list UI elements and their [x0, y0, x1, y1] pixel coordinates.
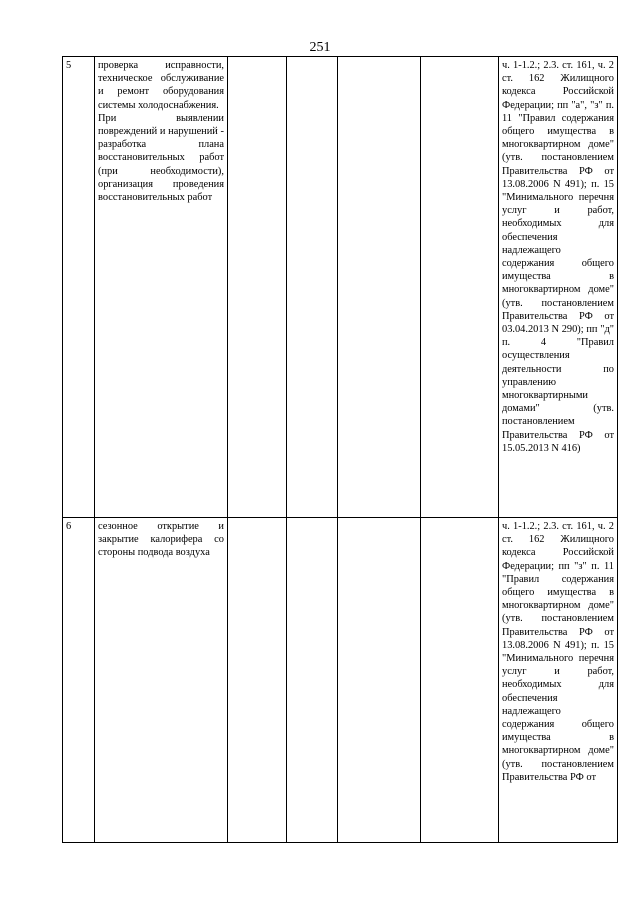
empty-cell — [338, 518, 421, 843]
legal-basis: ч. 1-1.2.; 2.3. ст. 161, ч. 2 ст. 162 Жилищного кодекса Российской Федерации; пп "з" п. 11 "Правил содержания общего имущества в многоквартирном доме" (утв. постановлением Правительства РФ от 13.08.2006 N 491); п. 15 "Минимального перечня услуг и работ, необходимых для обеспечения надлежащего содержания общего имущества в многоквартирном доме" (утв. постановлением Правительства РФ от — [502, 521, 614, 783]
row-number: 6 — [66, 521, 72, 532]
empty-cell — [287, 57, 338, 518]
empty-cell — [287, 518, 338, 843]
empty-cell — [421, 57, 499, 518]
work-description-cell — [95, 518, 228, 843]
row-number: 5 — [66, 60, 72, 71]
page-number: 251 — [309, 40, 331, 55]
empty-cell — [421, 518, 499, 843]
work-description: сезонное открытие и закрытие калорифера со стороны подвода воздуха — [98, 521, 224, 559]
work-description-cell — [95, 57, 228, 518]
empty-cell — [228, 57, 287, 518]
row-number-cell — [63, 518, 95, 843]
table-row — [63, 518, 618, 843]
empty-cell — [338, 57, 421, 518]
works-table — [62, 56, 618, 843]
table-row — [63, 57, 618, 518]
work-description: проверка исправности, техническое обслуживание и ремонт оборудования системы холодоснабжения. При выявлении повреждений и нарушений - разработка плана восстановительных работ (при необходимости), организация проведения восстановительных работ — [98, 60, 224, 204]
empty-cell — [228, 518, 287, 843]
legal-basis: ч. 1-1.2.; 2.3. ст. 161, ч. 2 ст. 162 Жилищного кодекса Российской Федерации; пп "а", "з" п. 11 "Правил содержания общего имущества в многоквартирном доме" (утв. постановлением Правительства РФ от 13.08.2006 N 491); п. 15 "Минимального перечня услуг и работ, необходимых для обеспечения надлежащего содержания общего имущества в многоквартирном доме" (утв. постановлением Правительства РФ от 03.04.2013 N 290); пп "д" п. 4 "Правил осуществления деятельности по управлению многоквартирными домами" (утв. постановлением Правительства РФ от 15.05.2013 N 416) — [502, 60, 614, 454]
legal-basis-cell — [499, 518, 618, 843]
legal-basis-cell — [499, 57, 618, 518]
row-number-cell — [63, 57, 95, 518]
